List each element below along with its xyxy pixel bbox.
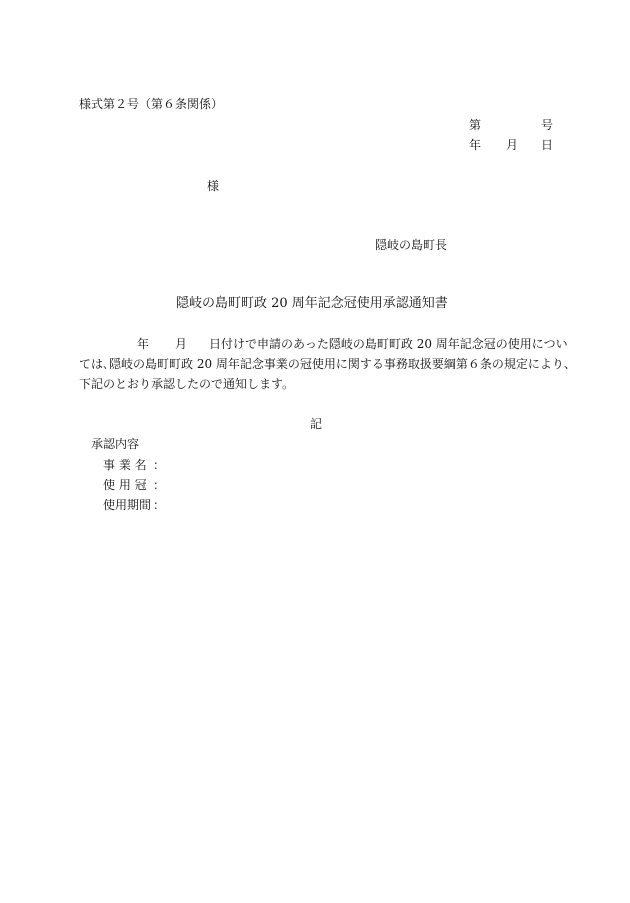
issuer-name: 隠岐の島町長 — [375, 238, 448, 252]
date-year-label: 年 — [469, 138, 482, 152]
item-label: 事 業 名 — [103, 458, 147, 472]
document-number-prefix: 第 — [469, 118, 482, 132]
item-colon: ： — [153, 498, 166, 512]
body-line-3: 下記のとおり承認したので通知します。 — [79, 377, 295, 391]
body-line-2: ては､隠岐の島町町政 20 周年記念事業の冠使用に関する事務取扱要綱第６条の規定により、 — [79, 357, 576, 371]
body-month-label: 月 — [175, 337, 188, 351]
document-number-suffix: 号 — [541, 118, 554, 132]
approval-content-heading: 承認内容 — [91, 437, 140, 451]
ki-heading: 記 — [310, 417, 323, 431]
date-day-label: 日 — [541, 138, 554, 152]
form-number: 様式第２号（第６条関係） — [79, 97, 224, 111]
item-colon: ： — [153, 478, 166, 492]
body-line-1 — [79, 334, 568, 354]
item-project-name — [103, 458, 165, 472]
body-line-1-text: 日付けで申請のあった隠岐の島町町政 20 周年記念冠の使用につい — [209, 337, 568, 351]
item-label: 使用期間 — [103, 498, 152, 512]
item-colon: ： — [153, 458, 166, 472]
item-label: 使 用 冠 — [103, 478, 147, 492]
body-year-label: 年 — [137, 337, 150, 351]
date-month-label: 月 — [506, 138, 519, 152]
addressee-honorific: 様 — [207, 179, 220, 193]
document-title: 隠岐の島町町政 20 周年記念冠使用承認通知書 — [176, 296, 448, 311]
notice-body — [79, 334, 576, 394]
item-crown-used — [103, 478, 165, 492]
item-usage-period — [103, 498, 165, 512]
